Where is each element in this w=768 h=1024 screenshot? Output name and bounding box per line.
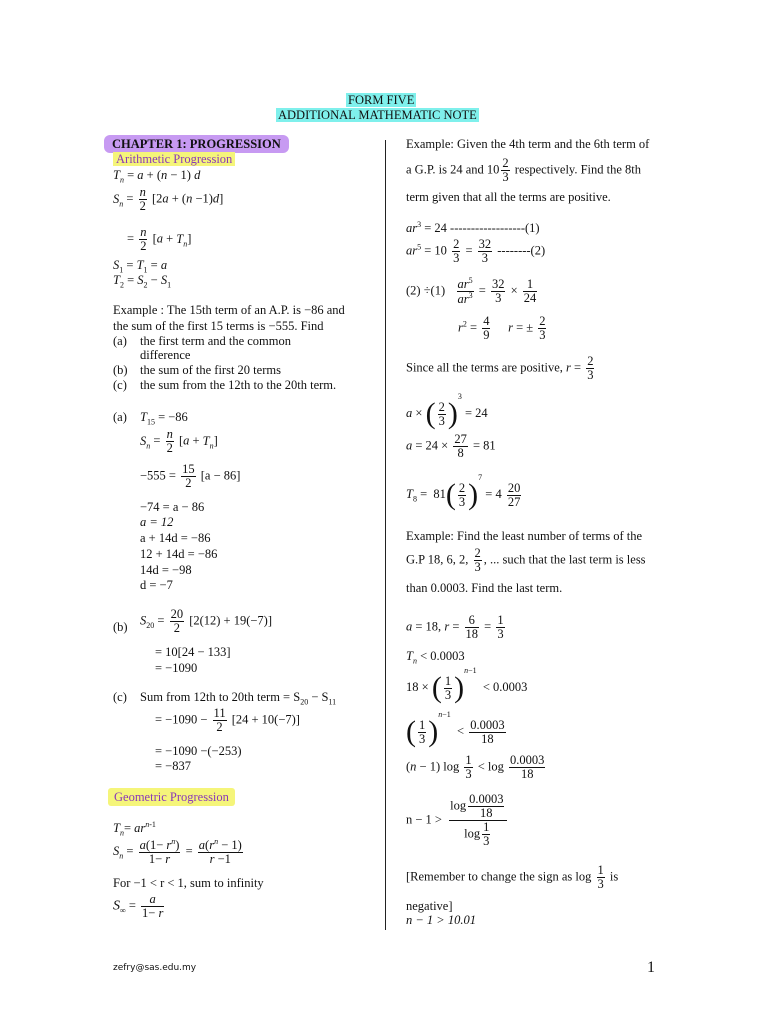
gp-heading: Geometric Progression (108, 790, 235, 805)
ap-example-a-text2: difference (140, 348, 191, 362)
gp-a-value: a = 24 × $\frac{27}{8}$ = 81 (406, 432, 496, 461)
gp-infinity-text: For −1 < r < 1, sum to infinity (113, 876, 264, 890)
gp2-a-r: a = 18, r = $\frac{6}{18}$ = $\frac{1}{3}$ (406, 613, 504, 642)
sol-a-t15: $T_{15} = -86$ (140, 410, 188, 427)
ap-sum-formula-2: = $\frac{n}{2}$ $[a + T_n]$ (127, 225, 192, 254)
gp2-ineq1: 18 × ( $\frac{1}{3}$ )$^{n-1}$ < 0.0003 (406, 666, 528, 705)
sol-b-label: (b) (113, 620, 128, 634)
sol-a-label: (a) (113, 410, 127, 424)
gp-example1-line1: Example: Given the 4th term and the 6th term of (406, 137, 650, 151)
title-form-five: FORM FIVE (348, 93, 415, 107)
sol-c-step2: = −1090 −(−253) (155, 744, 242, 758)
gp-example2-line2: G.P 18, 6, 2, $\frac{2}{3}$ , ... such that the last term is less (406, 546, 646, 575)
ap-example-line1: Example : The 15th term of an A.P. is −86 and (113, 303, 345, 317)
sol-b-step2: = −1090 (155, 661, 198, 675)
sol-b-step1: = 10[24 − 133] (155, 645, 231, 659)
gp-example2-line3: than 0.0003. Find the last term. (406, 581, 563, 595)
sol-c-step3: = −837 (155, 759, 191, 773)
sol-a-step4: 12 + 14d = −86 (140, 547, 218, 561)
gp-t8: $T_8 = 81$( $\frac{2}{3}$ )$^7$ = 4 $\frac{20}{27}$ (406, 473, 521, 512)
ap-example-a-label: (a) (113, 334, 127, 348)
sol-a-step5: 14d = −98 (140, 563, 192, 577)
gp2-tn: $T_n < 0.0003$ (406, 649, 465, 666)
ap-nth-term-formula: $T_n = a + (n - 1)$ d (113, 168, 201, 185)
gp2-log: (n − 1) log $\frac{1}{3}$ < log $\frac{0.0003}{18}$ (406, 753, 545, 782)
gp2-ineq2: ( $\frac{1}{3}$ )$^{n-1}$ < $\frac{0.0003}{18}$ (406, 710, 505, 749)
ap-heading: Arithmetic Progression (113, 152, 235, 167)
gp-ratio: (2) ÷(1) $\frac{ar^5}{ar^3}$ = $\frac{32}{3}$ × $\frac{1}{24}$ (406, 276, 537, 307)
ap-example-c-text: the sum from the 12th to the 20th term. (140, 378, 337, 392)
sol-b-s20: $S_{20}$ = $\frac{20}{2}$ [2(12) + 19(−7)] (140, 607, 273, 636)
gp2-negative: negative] (406, 899, 453, 913)
ap-example-b-text: the sum of the first 20 terms (140, 363, 281, 377)
sol-a-step1: −74 = a − 86 (140, 500, 205, 514)
gp-a-times: a × ( $\frac{2}{3}$ )$^3$ = 24 (406, 392, 488, 431)
footer-email: zefry@sas.edu.my (113, 963, 197, 973)
ap-sum-formula-1: $S_n$ = $\frac{n}{2}$ [2a + (n −1)d] (113, 185, 224, 214)
ap-example-a-text: the first term and the common (140, 334, 292, 348)
sol-c-text: Sum from 12th to 20th term = $S_{20} - S_{11}$ (140, 690, 337, 707)
gp-eq1: $ar^3 = 24$ ------------------(1) (406, 220, 540, 236)
sol-c-label: (c) (113, 690, 127, 704)
gp2-n-minus-1: n − 1 > log $\frac{0.0003}{18}$ log $\frac{1}{3}$ (406, 793, 509, 849)
title-additional-math: ADDITIONAL MATHEMATIC NOTE (278, 108, 477, 122)
gp-example1-line2: a G.P. is 24 and 10 $\frac{2}{3}$ respectively. Find the 8th (406, 156, 642, 185)
ap-t2: $T_2 = S_2 - S_1$ (113, 273, 172, 290)
gp2-remember: [Remember to change the sign as log $\frac{1}{3}$ is (406, 863, 619, 892)
ap-example-line2: the sum of the first 15 terms is −555. Find (113, 319, 324, 333)
gp-eq2: $ar^5 = 10$ $\frac{2}{3}$ = $\frac{32}{3}$ --------(2) (406, 237, 546, 266)
gp-example1-line3: term given that all the terms are positive. (406, 190, 611, 204)
sol-c-step1: = −1090 − $\frac{11}{2}$ [24 + 10(−7)] (155, 706, 300, 735)
sol-a-step6: d = −7 (140, 578, 173, 592)
gp-sum-infinity: $S_\infty$ = $\frac{a}{1- r}$ (113, 892, 164, 921)
ap-example-b-label: (b) (113, 363, 128, 377)
sol-a-step3: a + 14d = −86 (140, 531, 211, 545)
gp-since-positive: Since all the terms are positive, r = $\frac{2}{3}$ (406, 354, 594, 383)
column-divider (385, 140, 386, 930)
gp2-final: n − 1 > 10.01 (406, 913, 476, 927)
gp-example2-line1: Example: Find the least number of terms of the (406, 529, 643, 543)
sol-a-sn: $S_n$ = $\frac{n}{2}$ $[a + T_n]$ (140, 427, 218, 456)
gp-nth-term-formula: $T_n= ar^{n-1}$ (113, 820, 156, 838)
ap-s1: $S_1 = T_1 = a$ (113, 258, 168, 275)
sol-a-step2: a = 12 (140, 515, 174, 529)
sol-a-555: −555 = $\frac{15}{2}$ [a − 86] (140, 462, 241, 491)
chapter-heading: CHAPTER 1: PROGRESSION (104, 137, 289, 152)
ap-example-c-label: (c) (113, 378, 127, 392)
gp-sum-formula: $S_n$ = $\frac{a(1- r^n)}{1- r}$ = $\frac{a(r^n - 1)}{r -1}$ (113, 837, 242, 867)
page-number: 1 (647, 959, 655, 976)
gp-r-squared: $r^2$ = $\frac{4}{9}$ r = ± $\frac{2}{3}$ (458, 314, 546, 343)
